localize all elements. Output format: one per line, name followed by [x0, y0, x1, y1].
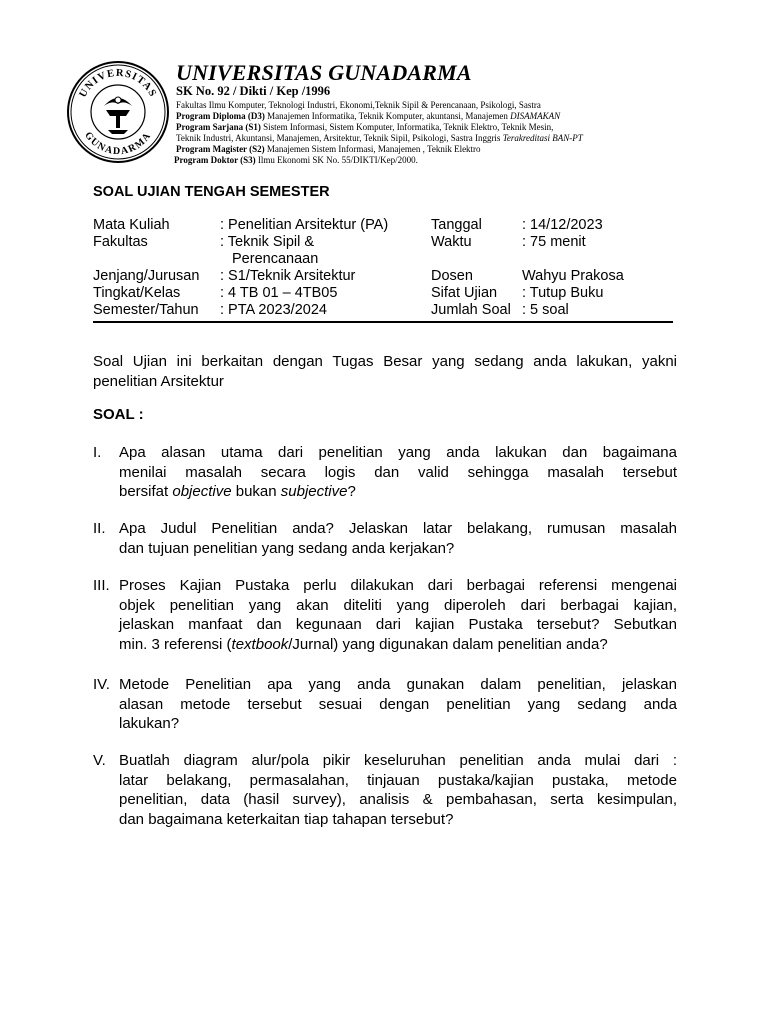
header-doktor — [174, 155, 418, 166]
info-value-fakultas-cont: Perencanaan — [232, 251, 319, 267]
intro-line-2: penelitian Arsitektur — [93, 372, 224, 390]
question-number: II. — [93, 520, 106, 537]
question-3 — [93, 576, 677, 654]
info-label-jumlah-soal: Jumlah Soal — [431, 302, 511, 318]
question-line: objek penelitian yang akan diteliti yang diperoleh dari berbagai kajian, — [119, 596, 677, 614]
question-line: Metode Penelitian apa yang anda gunakan dalam penelitian, jelaskan — [119, 676, 677, 693]
question-1 — [93, 443, 677, 502]
sarjana-text: Sistem Informasi, Sistem Komputer, Informatika, Teknik Elektro, Teknik Mesin, — [263, 122, 554, 132]
question-line: Apa Judul Penelitian anda? Jelaskan latar belakang, rumusan masalah — [119, 520, 677, 537]
info-value-mata-kuliah: : Penelitian Arsitektur (PA) — [220, 217, 389, 233]
question-line: Proses Kajian Pustaka perlu dilakukan dari berbagai referensi mengenai — [119, 577, 677, 594]
info-label-dosen: Dosen — [431, 268, 473, 284]
intro-paragraph — [93, 352, 677, 391]
info-value-tanggal: : 14/12/2023 — [522, 217, 603, 233]
info-value-semester: : PTA 2023/2024 — [220, 302, 327, 318]
question-line: Buatlah diagram alur/pola pikir keseluruhan penelitian anda mulai dari : — [119, 752, 677, 769]
question-line: latar belakang, permasalahan, tinjauan pustaka/kajian pustaka, metode — [119, 771, 677, 789]
university-logo — [66, 60, 170, 164]
info-label-semester: Semester/Tahun — [93, 302, 199, 318]
question-line: alasan metode tersebut sesuai dengan penelitian yang sedang anda — [119, 695, 677, 713]
svg-text:GUNADARMA: GUNADARMA — [82, 130, 154, 158]
question-line: jelaskan manfaat dan kegunaan dari kajian Pustaka tersebut? Sebutkan — [119, 616, 677, 633]
exam-title: SOAL UJIAN TENGAH SEMESTER — [93, 184, 330, 200]
question-line: dan bagaimana keterkaitan tiap tahapan tersebut? — [119, 810, 454, 828]
info-label-mata-kuliah: Mata Kuliah — [93, 217, 170, 233]
info-label-sifat-ujian: Sifat Ujian — [431, 285, 498, 301]
sarjana-text-2: Teknik Industri, Akuntansi, Manajemen, Arsitektur, Teknik Sipil, Psikologi, Sastra Inggris — [176, 133, 501, 143]
doktor-text: Ilmu Ekonomi SK No. 55/DIKTI/Kep/2000. — [257, 155, 418, 165]
question-5 — [93, 751, 677, 829]
question-line: lakukan? — [119, 715, 180, 732]
question-4 — [93, 675, 677, 734]
header-sarjana-2 — [176, 133, 583, 144]
info-label-tingkat: Tingkat/Kelas — [93, 285, 181, 301]
soal-heading: SOAL : — [93, 406, 144, 423]
question-2 — [93, 519, 677, 558]
doktor-label: Program Doktor (S3) — [174, 155, 256, 165]
magister-text: Manajemen Sistem Informasi, Manajemen , Teknik Elektro — [266, 144, 481, 154]
question-line: min. 3 referensi (textbook/Jurnal) yang digunakan dalam penelitian anda? — [119, 635, 608, 653]
diploma-label: Program Diploma (D3) — [176, 111, 265, 121]
info-value-jenjang: : S1/Teknik Arsitektur — [220, 268, 356, 284]
question-number: IV. — [93, 676, 110, 693]
diploma-status: DISAMAKAN — [510, 111, 561, 121]
magister-label: Program Magister (S2) — [176, 144, 265, 154]
question-number: III. — [93, 577, 110, 594]
info-label-tanggal: Tanggal — [431, 217, 482, 233]
intro-line-1: Soal Ujian ini berkaitan dengan Tugas Besar yang sedang anda lakukan, yakni — [93, 353, 677, 370]
question-number: V. — [93, 752, 106, 769]
sarjana-label: Program Sarjana (S1) — [176, 122, 261, 132]
info-label-waktu: Waktu — [431, 234, 472, 250]
info-value-tingkat: : 4 TB 01 – 4TB05 — [220, 285, 338, 301]
sk-number: SK No. 92 / Dikti / Kep /1996 — [176, 84, 331, 98]
question-line: menilai masalah secara logis dan valid sehingga masalah tersebut — [119, 463, 677, 481]
info-value-dosen: Wahyu Prakosa — [522, 268, 624, 284]
question-number: I. — [93, 444, 102, 461]
header-faculties: Fakultas Ilmu Komputer, Teknologi Industri, Ekonomi,Teknik Sipil & Perencanaan, Psikologi, Sastra — [176, 100, 541, 110]
question-line: bersifat objective bukan subjective? — [119, 483, 356, 500]
question-line: Apa alasan utama dari penelitian yang anda lakukan dan bagaimana — [119, 444, 677, 461]
diploma-text: Manajemen Informatika, Teknik Komputer, akuntansi, Manajemen — [267, 111, 508, 121]
info-value-jumlah-soal: : 5 soal — [522, 302, 569, 318]
question-line: dan tujuan penelitian yang sedang anda kerjakan? — [119, 539, 455, 557]
info-label-jenjang: Jenjang/Jurusan — [93, 268, 200, 284]
info-value-waktu: : 75 menit — [522, 234, 586, 250]
info-label-fakultas: Fakultas — [93, 234, 148, 250]
header-sarjana — [176, 122, 553, 133]
university-name: UNIVERSITAS GUNADARMA — [176, 60, 472, 85]
divider-line — [93, 321, 673, 323]
info-value-sifat-ujian: : Tutup Buku — [522, 285, 604, 301]
sarjana-status: Terakreditasi BAN-PT — [502, 133, 583, 143]
question-line: penelitian, data (hasil survey), analisis & pembahasan, serta kesimpulan, — [119, 791, 677, 808]
header-diploma — [176, 111, 560, 122]
svg-text:UNIVERSITAS: UNIVERSITAS — [77, 67, 159, 100]
header-magister — [176, 144, 481, 155]
info-value-fakultas: : Teknik Sipil & — [220, 234, 315, 250]
